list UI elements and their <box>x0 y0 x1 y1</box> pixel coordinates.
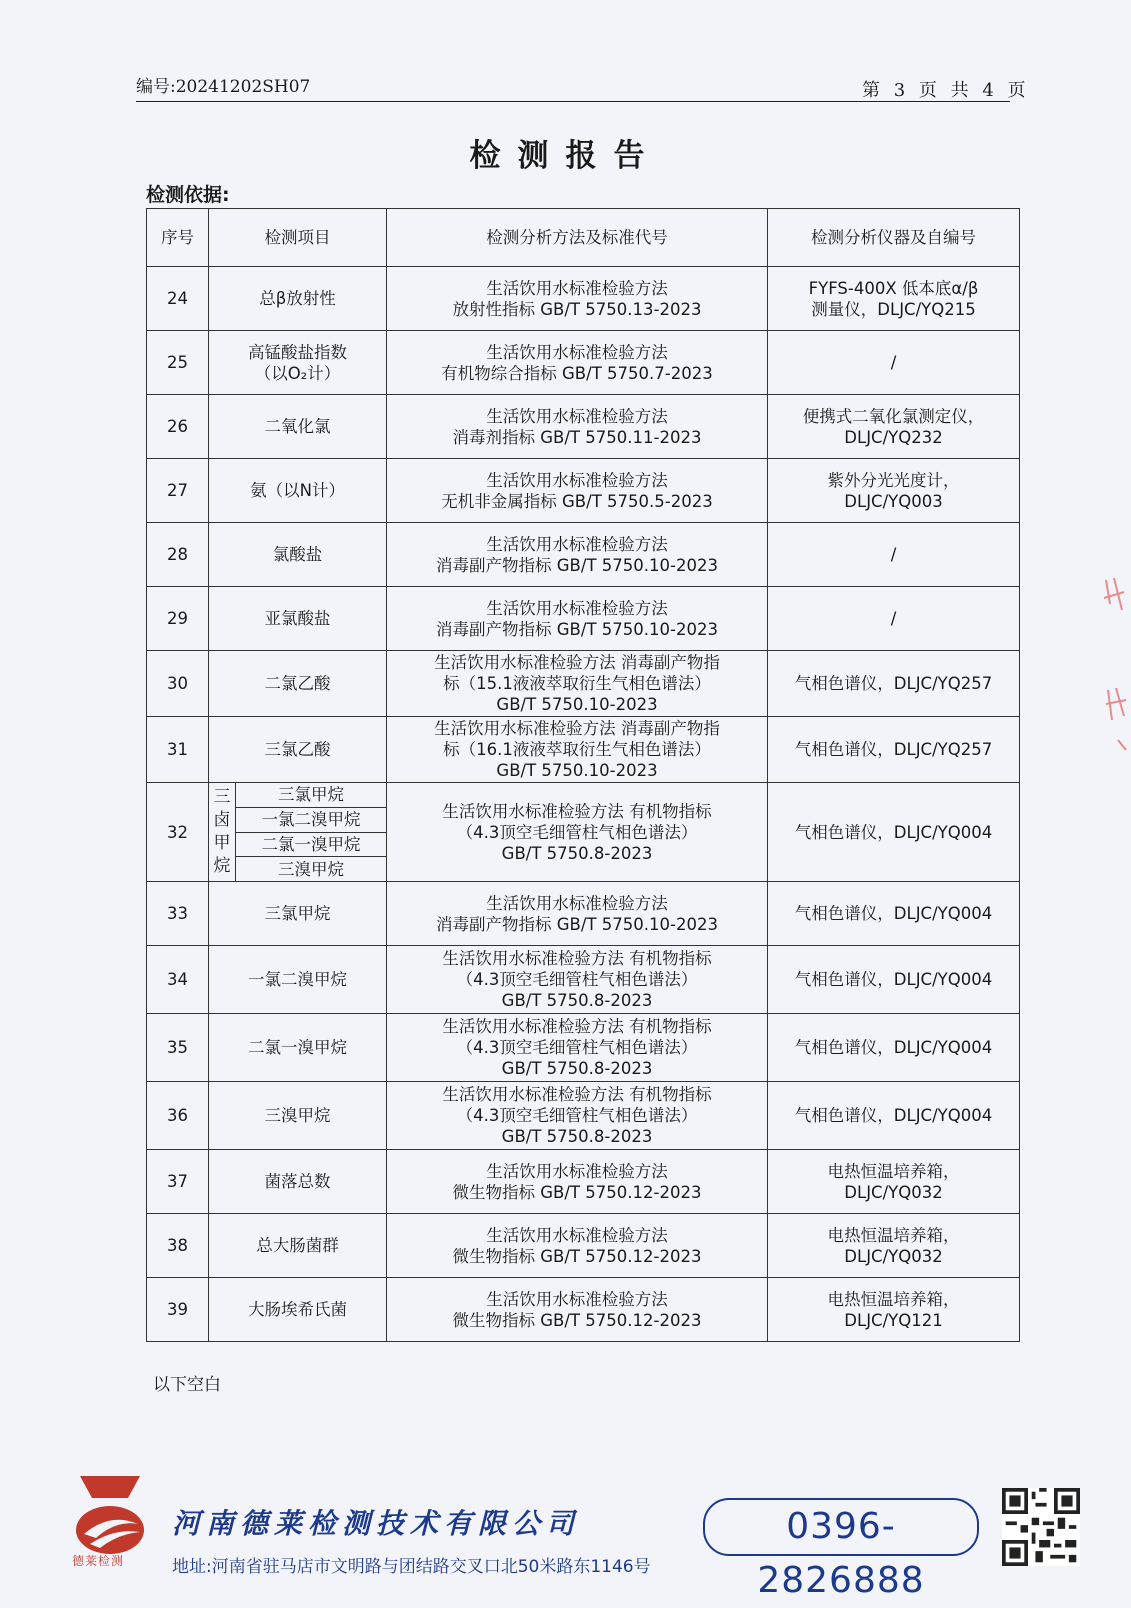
row-item <box>209 1278 387 1342</box>
method-line: 消毒副产物指标 GB/T 5750.10-2023 <box>436 619 718 639</box>
method-line: GB/T 5750.8-2023 <box>501 1059 653 1078</box>
table-row <box>147 783 1020 882</box>
group-sub-item: 二氯一溴甲烷 <box>236 833 386 858</box>
row-instrument <box>768 1214 1020 1278</box>
row-method <box>387 651 768 717</box>
table-header-row <box>147 209 1020 267</box>
row-seq: 35 <box>147 1014 209 1082</box>
row-seq: 26 <box>147 395 209 459</box>
instrument-line: 气相色谱仪，DLJC/YQ004 <box>794 1106 993 1125</box>
table-row <box>147 651 1020 717</box>
group-label <box>209 783 236 881</box>
test-basis-table <box>146 208 1020 1342</box>
row-seq: 31 <box>147 717 209 783</box>
instrument-line: / <box>890 609 897 628</box>
table-row <box>147 1082 1020 1150</box>
row-instrument <box>768 651 1020 717</box>
row-item-name: 菌落总数 <box>264 1172 331 1191</box>
row-item-name: 高锰酸盐指数 <box>248 342 347 362</box>
page-info: 第 3 页 共 4 页 <box>862 80 1030 101</box>
method-line: 生活饮用水标准检验方法 <box>486 598 668 618</box>
table-row <box>147 523 1020 587</box>
row-item <box>209 946 387 1014</box>
row-method <box>387 1082 768 1150</box>
row-item <box>209 587 387 651</box>
method-line: 标（15.1液液萃取衍生气相色谱法） <box>443 674 711 693</box>
method-line: 生活饮用水标准检验方法 <box>486 1225 668 1245</box>
row-method <box>387 1214 768 1278</box>
method-line: 生活饮用水标准检验方法 <box>486 470 668 490</box>
method-line: （4.3顶空毛细管柱气相色谱法） <box>456 1106 698 1125</box>
instrument-line: 便携式二氧化氯测定仪， <box>802 406 985 426</box>
method-line: GB/T 5750.8-2023 <box>501 1127 653 1146</box>
instrument-line: DLJC/YQ032 <box>844 1246 943 1266</box>
row-seq: 37 <box>147 1150 209 1214</box>
row-method <box>387 523 768 587</box>
row-method <box>387 1150 768 1214</box>
method-line: 微生物指标 GB/T 5750.12-2023 <box>452 1310 702 1330</box>
row-method <box>387 882 768 946</box>
method-line: 微生物指标 GB/T 5750.12-2023 <box>452 1182 702 1202</box>
table-row <box>147 882 1020 946</box>
row-item <box>209 331 387 395</box>
report-title: 检测报告 <box>469 138 662 174</box>
method-line: 微生物指标 GB/T 5750.12-2023 <box>452 1246 702 1266</box>
row-item-name: 三溴甲烷 <box>264 1106 331 1125</box>
method-line: 生活饮用水标准检验方法 有机物指标 <box>442 1017 712 1036</box>
instrument-line: 气相色谱仪，DLJC/YQ004 <box>794 822 993 842</box>
company-address: 地址:河南省驻马店市文明路与团结路交叉口北50米路东1146号 <box>172 1557 651 1577</box>
header-instrument: 检测分析仪器及自编号 <box>768 209 1020 267</box>
row-instrument <box>768 459 1020 523</box>
row-seq: 25 <box>147 331 209 395</box>
header-method: 检测分析方法及标准代号 <box>387 209 768 267</box>
method-line: 生活饮用水标准检验方法 <box>486 278 668 298</box>
row-item <box>209 651 387 717</box>
basis-label: 检测依据: <box>146 184 230 206</box>
row-seq: 27 <box>147 459 209 523</box>
instrument-line: 气相色谱仪，DLJC/YQ004 <box>794 1038 993 1057</box>
row-instrument <box>768 946 1020 1014</box>
row-item-group <box>209 783 387 882</box>
instrument-line: 电热恒温培养箱， <box>827 1161 960 1181</box>
instrument-line: FYFS-400X 低本底α/β <box>808 278 979 298</box>
row-method <box>387 1014 768 1082</box>
instrument-line: / <box>890 545 897 564</box>
method-line: 消毒副产物指标 GB/T 5750.10-2023 <box>436 914 718 934</box>
row-seq: 38 <box>147 1214 209 1278</box>
row-item <box>209 1014 387 1082</box>
method-line: GB/T 5750.8-2023 <box>501 843 653 863</box>
method-line: 生活饮用水标准检验方法 <box>486 893 668 913</box>
seal-fragment-icon <box>1096 570 1131 760</box>
method-line: GB/T 5750.10-2023 <box>496 761 658 780</box>
group-sub-items <box>236 783 386 881</box>
row-item <box>209 1214 387 1278</box>
row-instrument <box>768 1014 1020 1082</box>
row-instrument <box>768 1150 1020 1214</box>
row-method <box>387 587 768 651</box>
row-instrument <box>768 331 1020 395</box>
instrument-line: 电热恒温培养箱， <box>827 1225 960 1245</box>
row-instrument <box>768 783 1020 882</box>
group-sub-item: 一氯二溴甲烷 <box>236 808 386 833</box>
method-line: 生活饮用水标准检验方法 <box>486 534 668 554</box>
row-instrument <box>768 395 1020 459</box>
method-line: 生活饮用水标准检验方法 有机物指标 <box>442 949 712 968</box>
table-body <box>147 209 1020 1342</box>
instrument-line: DLJC/YQ032 <box>844 1182 943 1202</box>
row-seq: 34 <box>147 946 209 1014</box>
method-line: 标（16.1液液萃取衍生气相色谱法） <box>443 740 711 759</box>
table-row <box>147 1150 1020 1214</box>
row-item <box>209 1082 387 1150</box>
row-instrument <box>768 587 1020 651</box>
row-method <box>387 783 768 882</box>
instrument-line: DLJC/YQ232 <box>844 427 943 447</box>
instrument-line: / <box>890 353 897 372</box>
row-item-name: 一氯二溴甲烷 <box>248 970 347 989</box>
row-seq: 33 <box>147 882 209 946</box>
row-item-name: 亚氯酸盐 <box>264 609 331 628</box>
trihalomethane-group <box>209 783 386 881</box>
method-line: 生活饮用水标准检验方法 消毒副产物指 <box>434 719 720 738</box>
row-method <box>387 267 768 331</box>
row-seq: 24 <box>147 267 209 331</box>
method-line: 生活饮用水标准检验方法 消毒副产物指 <box>434 653 720 672</box>
header-seq: 序号 <box>147 209 209 267</box>
table-row <box>147 267 1020 331</box>
row-instrument <box>768 1278 1020 1342</box>
method-line: 生活饮用水标准检验方法 有机物指标 <box>442 1085 712 1104</box>
method-line: 生活饮用水标准检验方法 有机物指标 <box>442 801 712 821</box>
header-divider <box>136 101 1010 102</box>
method-line: 有机物综合指标 GB/T 5750.7-2023 <box>441 363 713 383</box>
instrument-line: 气相色谱仪，DLJC/YQ257 <box>794 740 993 759</box>
qr-code-icon <box>1002 1488 1080 1566</box>
table-row <box>147 946 1020 1014</box>
method-line: 生活饮用水标准检验方法 <box>486 1289 668 1309</box>
method-line: （4.3顶空毛细管柱气相色谱法） <box>456 1038 698 1057</box>
row-item <box>209 1150 387 1214</box>
instrument-line: DLJC/YQ003 <box>844 491 943 511</box>
row-method <box>387 946 768 1014</box>
row-item-name: 二氯乙酸 <box>264 674 331 693</box>
row-item <box>209 459 387 523</box>
row-item <box>209 523 387 587</box>
row-instrument <box>768 267 1020 331</box>
row-item-name: 大肠埃希氏菌 <box>248 1300 347 1319</box>
instrument-line: 气相色谱仪，DLJC/YQ257 <box>794 674 993 693</box>
row-method <box>387 395 768 459</box>
row-seq: 32 <box>147 783 209 882</box>
method-line: 生活饮用水标准检验方法 <box>486 406 668 426</box>
group-label-char: 甲 <box>213 833 231 853</box>
table-row <box>147 1214 1020 1278</box>
method-line: 放射性指标 GB/T 5750.13-2023 <box>452 299 702 319</box>
group-label-char: 卤 <box>213 810 231 830</box>
instrument-line: 紫外分光光度计， <box>827 470 960 490</box>
row-item-name: 总β放射性 <box>259 289 336 308</box>
row-item-name: 二氯一溴甲烷 <box>248 1038 347 1057</box>
row-seq: 29 <box>147 587 209 651</box>
method-line: 生活饮用水标准检验方法 <box>486 342 668 362</box>
group-sub-item: 三溴甲烷 <box>278 859 344 879</box>
group-sub-item: 三氯甲烷 <box>236 783 386 808</box>
row-item-name: 总大肠菌群 <box>256 1236 339 1255</box>
row-item-name: 二氧化氯 <box>264 417 331 436</box>
company-phone: 0396-2826888 <box>703 1498 979 1556</box>
instrument-line: 电热恒温培养箱， <box>827 1289 960 1309</box>
table-row <box>147 395 1020 459</box>
row-instrument <box>768 523 1020 587</box>
row-item-name: 氯酸盐 <box>272 545 323 564</box>
blank-note: 以下空白 <box>153 1375 221 1395</box>
table-row <box>147 587 1020 651</box>
group-label-char: 三 <box>213 787 231 807</box>
method-line: 无机非金属指标 GB/T 5750.5-2023 <box>441 491 713 511</box>
row-item-name: 氨（以N计） <box>250 481 345 500</box>
row-seq: 28 <box>147 523 209 587</box>
logo-text: 德莱检测 <box>72 1554 125 1568</box>
method-line: GB/T 5750.10-2023 <box>496 695 658 714</box>
row-method <box>387 331 768 395</box>
method-line: （4.3顶空毛细管柱气相色谱法） <box>456 822 698 842</box>
instrument-line: DLJC/YQ121 <box>844 1310 943 1330</box>
table-row <box>147 459 1020 523</box>
row-method <box>387 459 768 523</box>
row-item-sub: （以O₂计） <box>254 363 341 383</box>
row-instrument <box>768 1082 1020 1150</box>
row-item <box>209 717 387 783</box>
row-seq: 36 <box>147 1082 209 1150</box>
row-seq: 39 <box>147 1278 209 1342</box>
method-line: GB/T 5750.8-2023 <box>501 991 653 1010</box>
method-line: （4.3顶空毛细管柱气相色谱法） <box>456 970 698 989</box>
table-row <box>147 1014 1020 1082</box>
row-seq: 30 <box>147 651 209 717</box>
table-row <box>147 1278 1020 1342</box>
group-label-char: 烷 <box>213 856 231 876</box>
row-method <box>387 1278 768 1342</box>
method-line: 生活饮用水标准检验方法 <box>486 1161 668 1181</box>
row-item-name: 三氯甲烷 <box>264 904 331 923</box>
company-name: 河南德莱检测技术有限公司 <box>172 1507 581 1540</box>
table-row <box>147 717 1020 783</box>
report-number: 编号:20241202SH07 <box>136 77 311 97</box>
row-item <box>209 395 387 459</box>
instrument-line: 气相色谱仪，DLJC/YQ004 <box>794 904 993 923</box>
row-instrument <box>768 882 1020 946</box>
method-line: 消毒剂指标 GB/T 5750.11-2023 <box>452 427 702 447</box>
instrument-line: 测量仪，DLJC/YQ215 <box>811 299 976 319</box>
row-instrument <box>768 717 1020 783</box>
row-item-name: 三氯乙酸 <box>264 740 331 759</box>
row-method <box>387 717 768 783</box>
method-line: 消毒副产物指标 GB/T 5750.10-2023 <box>436 555 718 575</box>
company-logo-icon <box>70 1468 150 1563</box>
instrument-line: 气相色谱仪，DLJC/YQ004 <box>794 970 993 989</box>
table-row <box>147 331 1020 395</box>
header-item: 检测项目 <box>209 209 387 267</box>
row-item <box>209 882 387 946</box>
row-item <box>209 267 387 331</box>
